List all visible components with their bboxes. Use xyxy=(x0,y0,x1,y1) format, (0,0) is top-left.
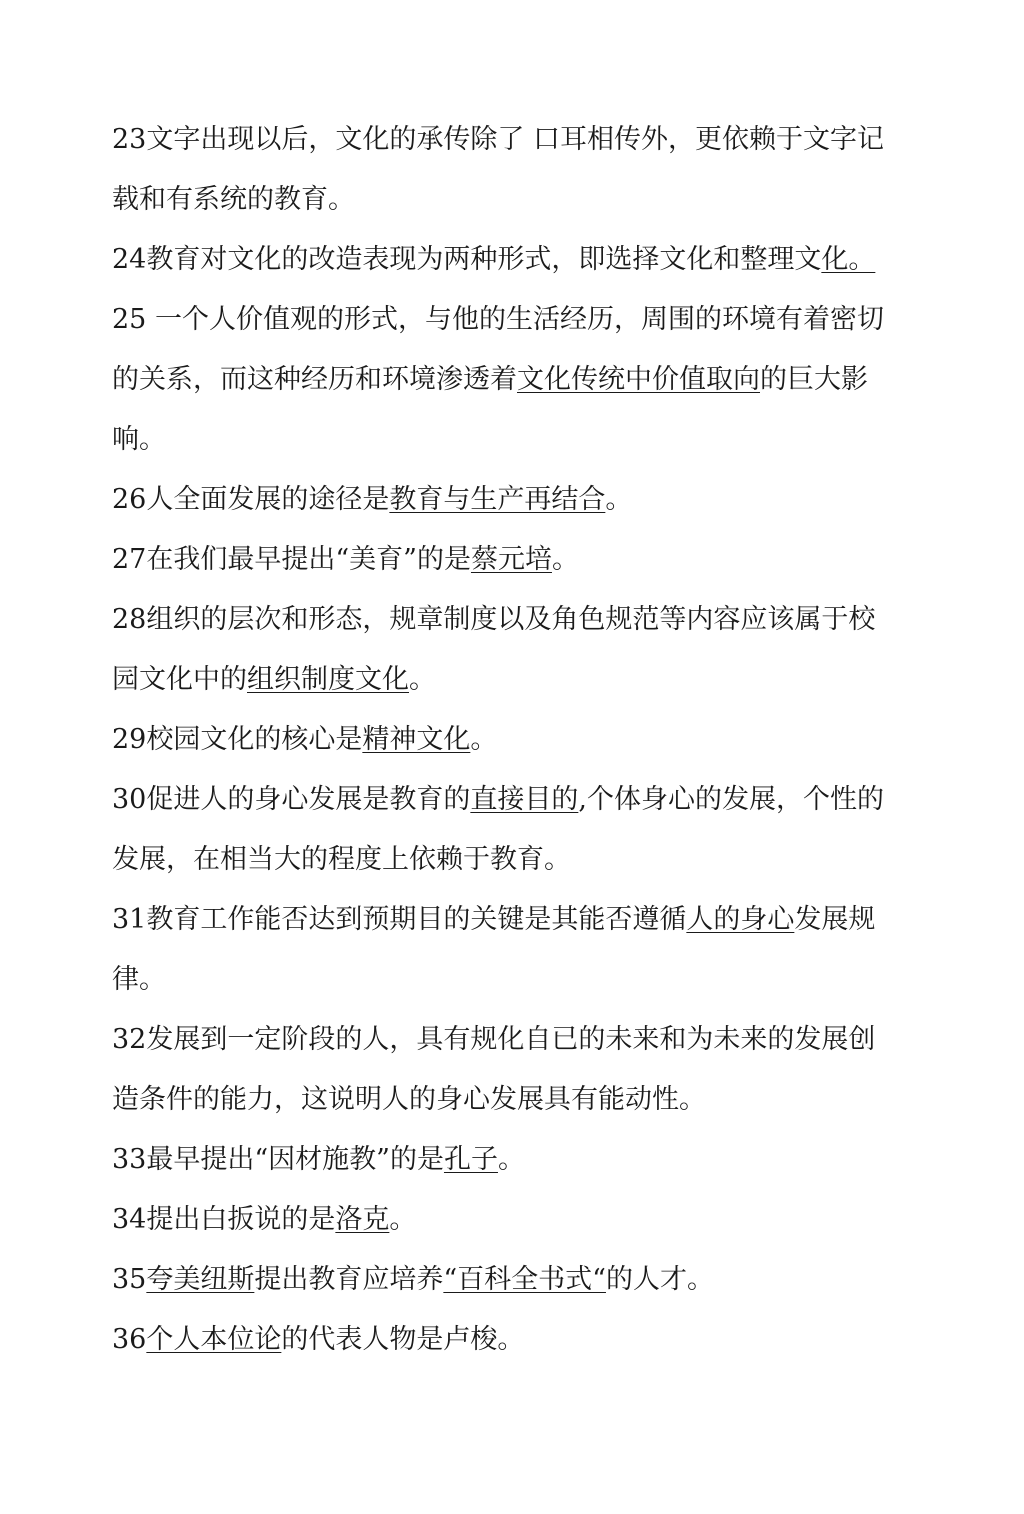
text-run: 32发展到一定阶段的人，具有规化自已的未来和为未来的发展创造条件的能力，这说明人的身心发展具有能动性。 xyxy=(112,1024,876,1115)
item-36 xyxy=(112,1310,892,1370)
text-run: 25 一个人价值观的形式，与他的生活经历，周围的环境有着密切的关系，而这种经历和环境渗透着 xyxy=(112,304,884,395)
text-run: 26人全面发展的途径是 xyxy=(112,484,390,515)
document-body xyxy=(112,110,892,1370)
text-run: 。 xyxy=(389,1204,417,1235)
underlined-answer: 组织制度文化 xyxy=(247,664,409,695)
underlined-answer: 孔子 xyxy=(443,1144,498,1175)
item-24 xyxy=(112,230,892,290)
text-run: 24教育对文化的改造表现为两种形式，即选择文化和整理文 xyxy=(112,244,822,275)
text-run: 发展规律。 xyxy=(112,904,876,995)
item-25 xyxy=(112,290,892,470)
text-run: 提出教育应培养 xyxy=(254,1264,444,1295)
item-27 xyxy=(112,530,892,590)
underlined-answer: 化。 xyxy=(821,244,876,275)
item-34 xyxy=(112,1190,892,1250)
item-23 xyxy=(112,110,892,230)
underlined-answer: 夸美纽斯 xyxy=(146,1264,255,1295)
text-run: 。 xyxy=(605,484,633,515)
item-30 xyxy=(112,770,892,890)
text-run: 34提出白扳说的是 xyxy=(112,1204,336,1235)
text-run: 。 xyxy=(470,724,498,755)
text-run: 27在我们最早提出“美育”的是 xyxy=(112,544,471,575)
text-run: 29校园文化的核心是 xyxy=(112,724,363,755)
text-run: 的人才。 xyxy=(605,1264,714,1295)
text-run: ,个体身心的发展，个性的发展，在相当大的程度上依赖于教育。 xyxy=(112,784,884,875)
underlined-answer: 教育与生产再结合 xyxy=(389,484,606,515)
text-run: 33最早提出“因材施教”的是 xyxy=(112,1144,444,1175)
text-run: 35 xyxy=(112,1264,147,1295)
underlined-answer: 人的身心 xyxy=(686,904,795,935)
text-run: 的代表人物是卢梭。 xyxy=(281,1324,525,1355)
text-run: 的巨大影响。 xyxy=(112,364,868,455)
text-run: 。 xyxy=(551,544,579,575)
text-run: 36 xyxy=(112,1324,147,1355)
underlined-answer: 精神文化 xyxy=(362,724,471,755)
item-32 xyxy=(112,1010,892,1130)
item-31 xyxy=(112,890,892,1010)
underlined-answer: 直接目的 xyxy=(470,784,579,815)
text-run: 30促进人的身心发展是教育的 xyxy=(112,784,471,815)
item-28 xyxy=(112,590,892,710)
item-33 xyxy=(112,1130,892,1190)
underlined-answer: 蔡元培 xyxy=(470,544,552,575)
underlined-answer: “百科全书式“ xyxy=(443,1264,606,1295)
item-29 xyxy=(112,710,892,770)
underlined-answer: 个人本位论 xyxy=(146,1324,282,1355)
item-26 xyxy=(112,470,892,530)
text-run: 31教育工作能否达到预期目的关键是其能否遵循 xyxy=(112,904,687,935)
underlined-answer: 文化传统中价值取向 xyxy=(517,364,760,395)
text-run: 。 xyxy=(409,664,436,695)
text-run: 23文字出现以后，文化的承传除了 口耳相传外，更依赖于文字记载和有系统的教育。 xyxy=(112,124,884,215)
text-run: 。 xyxy=(497,1144,525,1175)
underlined-answer: 洛克 xyxy=(335,1204,390,1235)
item-35 xyxy=(112,1250,892,1310)
text-run: 28组织的层次和形态，规章制度以及角色规范等内容应该属于校园文化中的 xyxy=(112,604,876,695)
